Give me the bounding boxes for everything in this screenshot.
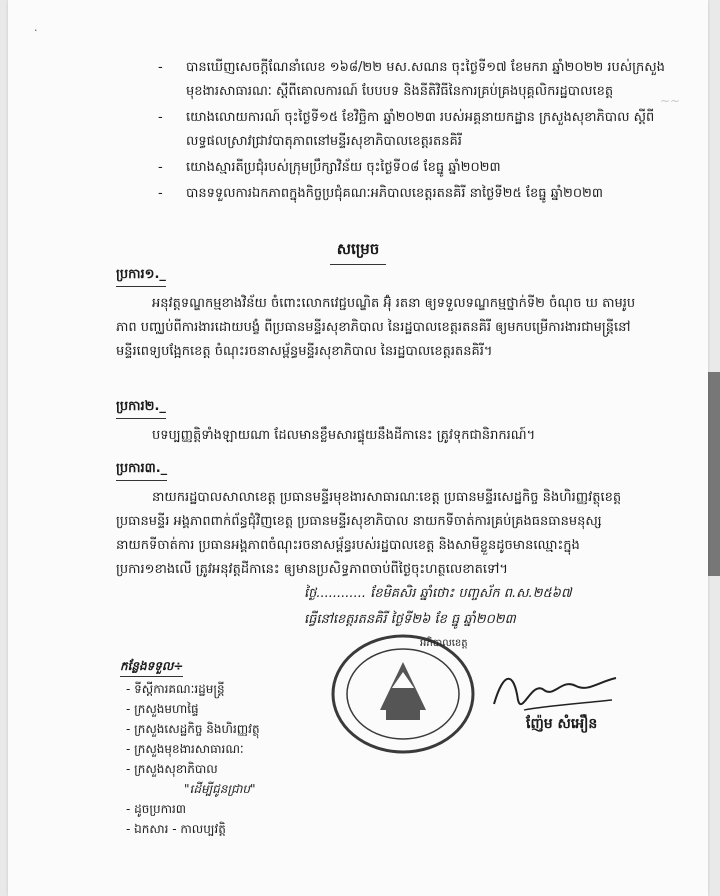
document-page: [8, 0, 708, 896]
official-seal: [308, 632, 498, 756]
signer-name: ញ៉ែម សំអឿន: [526, 716, 598, 732]
preamble-text: បានទទួលការឯកភាពក្នុងកិច្ចប្រជុំគណៈអភិបាលខេត្តរតនគិរី នាថ្ងៃទី២៥ ខែធ្នូ ឆ្នាំ២០២៣: [186, 186, 603, 201]
preamble-text: យោងស្មារតីប្រជុំរបស់ក្រុមប្រឹក្សាវិន័យ ចុះថ្ងៃទី០៨ ខែធ្នូ ឆ្នាំ២០២៣: [186, 160, 501, 175]
preamble-item: - បានឃើញសេចក្តីណែនាំលេខ ១៦៨/២២ មស.សណន ចុះថ្ងៃទី១៧ ខែមករា ឆ្នាំ២០២២ របស់ក្រសួងមុខងារសាធារណៈ ស្តីពីគោលការណ៍ បែបបទ និងនីតិវិធីនៃការគ្រប់គ្រងបុគ្គលិករដ្ឋបាលខេត្ត: [158, 60, 665, 99]
article-1-body: អនុវត្តទណ្ឌកម្មខាងវិន័យ ចំពោះលោកវេជ្ជបណ្ឌិត អ៊ុំ រតនា ឲ្យទទួលទណ្ឌកម្មថ្នាក់ទី២ ចំណុច ឃ តាមរូបភាព បញ្ឈប់ពីការងារដោយបង្ខំ ពីប្រធានមន្ទីរសុខាភិបាល នៃរដ្ឋបាលខេត្តរតនគិរី ឲ្យមកបម្រើការងារជាមន្ត្រីនៅមន្ទីរពេទ្យបង្អែកខេត្ត ចំណុះរចនាសម្ព័ន្ធមន្ទីរសុខាភិបាល នៃរដ្ឋបាលខេត្តរតនគិរី។: [116, 296, 636, 359]
recipient-note: "ដើម្បីជូនជ្រាប": [184, 782, 256, 796]
recipient-item: - ទីស្តីការគណៈរដ្ឋមន្ត្រី: [126, 682, 225, 696]
preamble-text: យោងលោយការណ៍ ចុះថ្ងៃទី១៥ ខែវិច្ឆិកា ឆ្នាំ២០២៣ របស់អគ្គនាយកដ្ឋាន ក្រសួងសុខាភិបាល ស្តីពីលទ្ធផលស្រាវជ្រាវបាតុភាពនៅមន្ទីរសុខាភិបាលខេត្តរតនគិរី: [186, 110, 655, 149]
corner-speck: ·: [34, 24, 38, 37]
lunar-date: ថ្ងៃ............ ខែមិគសិរ ឆ្នាំថោះ បញ្ចស័ក ព.ស.២៥៦៧: [304, 586, 572, 601]
recipients-block: [120, 656, 260, 839]
article-2-title: ប្រការ២._: [116, 398, 166, 419]
recipient-item: - ក្រសួងមហាផ្ទៃ: [126, 702, 199, 716]
article-3-title: ប្រការ៣._: [116, 460, 167, 481]
preamble-item: - បានទទួលការឯកភាពក្នុងកិច្ចប្រជុំគណៈអភិបាលខេត្តរតនគិរី នាថ្ងៃទី២៥ ខែធ្នូ ឆ្នាំ២០២៣: [158, 186, 603, 201]
article-1-title: ប្រការ១._: [116, 266, 166, 287]
handwritten-signature: [484, 660, 624, 720]
preamble-item: - យោងលោយការណ៍ ចុះថ្ងៃទី១៥ ខែវិច្ឆិកា ឆ្នាំ២០២៣ របស់អគ្គនាយកដ្ឋាន ក្រសួងសុខាភិបាល ស្តីពីលទ្ធផលស្រាវជ្រាវបាតុភាពនៅមន្ទីរសុខាភិបាលខេត្តរតនគិរី: [158, 110, 655, 149]
recipient-item: - ក្រសួងសេដ្ឋកិច្ច និងហិរញ្ញវត្ថុ: [126, 722, 260, 736]
date-block: [304, 582, 572, 632]
recipient-item: - ឯកសារ - កាលប្បវត្តិ: [126, 822, 226, 836]
solar-date: ធ្វើនៅខេត្តរតនគិរី ថ្ងៃទី២៦ ខែ ធ្នូ ឆ្នាំ២០២៣: [304, 612, 516, 627]
recipient-item: - ក្រសួងមុខងារសាធារណៈ: [126, 742, 244, 756]
bleed-through-mark: ~~: [660, 94, 681, 108]
preamble-item: - យោងស្មារតីប្រជុំរបស់ក្រុមប្រឹក្សាវិន័យ ចុះថ្ងៃទី០៨ ខែធ្នូ ឆ្នាំ២០២៣: [158, 160, 501, 175]
seal-label: អភិបាលខេត្ត: [420, 638, 468, 649]
recipients-title: កន្លែងទទួល÷: [120, 656, 183, 677]
scroll-edge-bar: [708, 372, 720, 576]
preamble-list: [158, 56, 681, 206]
decision-heading: សម្រេច: [8, 240, 708, 265]
recipient-item: - ដូចប្រការ៣: [126, 802, 187, 816]
recipient-item: - ក្រសួងសុខាភិបាល: [126, 762, 218, 776]
article-2-body: បទប្បញ្ញត្តិទាំងឡាយណា ដែលមានខ្លឹមសារផ្ទុយនឹងដីកានេះ ត្រូវទុកជានិរាករណ៍។: [152, 428, 536, 443]
article-3-body: នាយករដ្ឋបាលសាលាខេត្ត ប្រធានមន្ទីរមុខងារសាធារណៈខេត្ត ប្រធានមន្ទីរសេដ្ឋកិច្ច និងហិរញ្ញវត្ថុខេត្ត ប្រធានមន្ទីរ អង្គភាពពាក់ព័ន្ធជុំវិញខេត្ត ប្រធានមន្ទីរសុខាភិបាល នាយកទីចាត់ការគ្រប់គ្រងធនធានមនុស្ស នាយកទីចាត់ការ ប្រធានអង្គភាពចំណុះរចនាសម្ព័ន្ធរបស់រដ្ឋបាលខេត្ត និងសាមីខ្លួនដូចមានឈ្មោះក្នុងប្រការ១ខាងលើ ត្រូវអនុវត្តដីកានេះ ឲ្យមានប្រសិទ្ធភាពចាប់ពីថ្ងៃចុះហត្ថលេខាតទៅ។: [116, 490, 622, 577]
preamble-text: បានឃើញសេចក្តីណែនាំលេខ ១៦៨/២២ មស.សណន ចុះថ្ងៃទី១៧ ខែមករា ឆ្នាំ២០២២ របស់ក្រសួងមុខងារសាធារណៈ ស្តីពីគោលការណ៍ បែបបទ និងនីតិវិធីនៃការគ្រប់គ្រងបុគ្គលិករដ្ឋបាលខេត្ត: [186, 60, 665, 99]
